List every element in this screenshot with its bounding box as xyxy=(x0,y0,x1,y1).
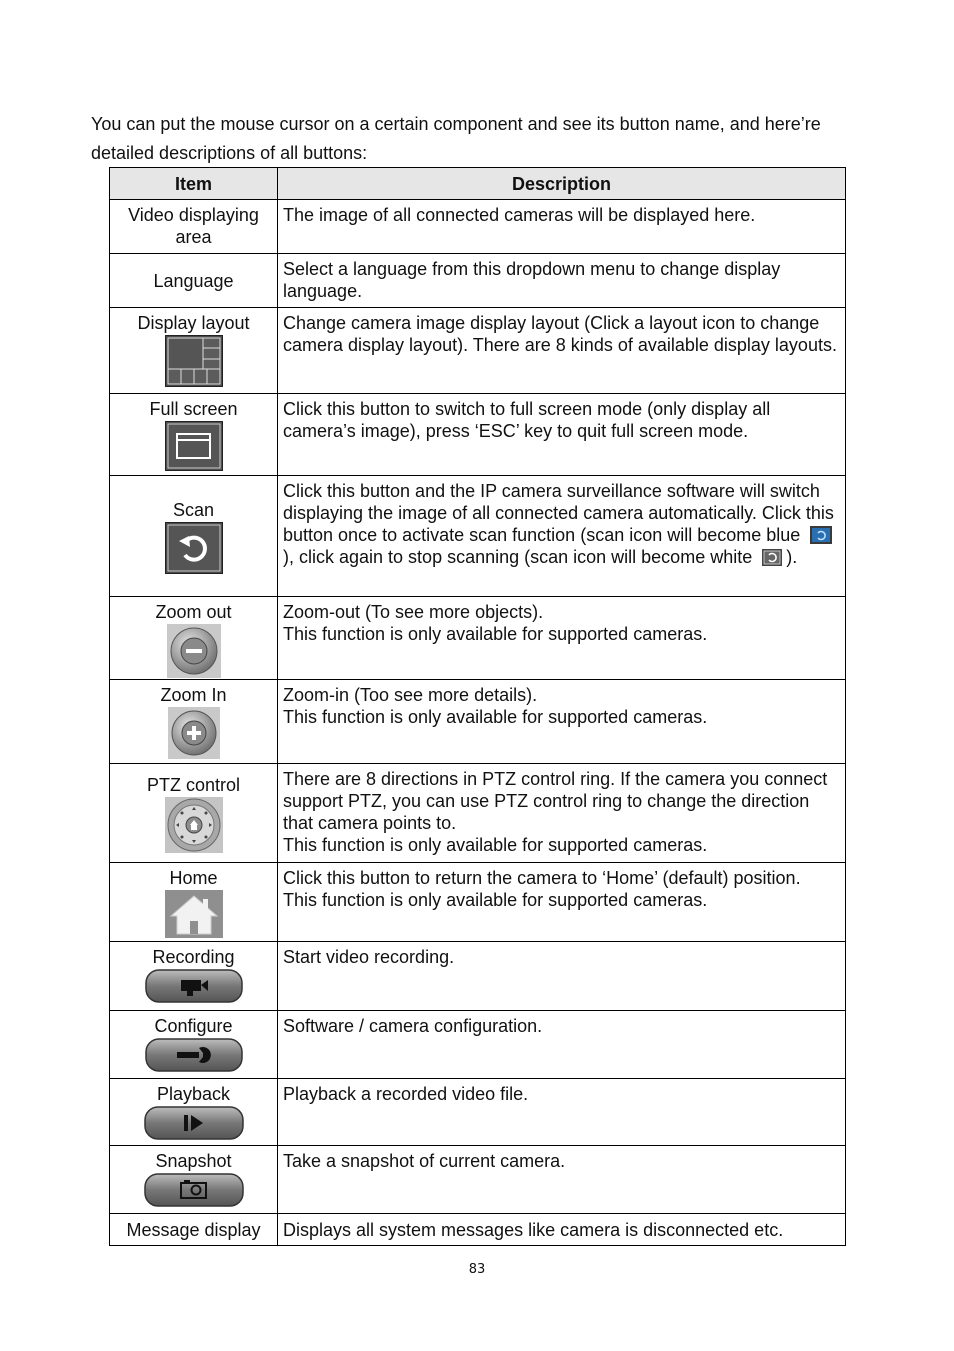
item-label: Message display xyxy=(126,1219,261,1240)
description-text: Select a language from this dropdown menu to change display language. xyxy=(283,259,781,301)
table-row xyxy=(110,764,846,863)
table-row xyxy=(110,1146,846,1214)
description-cell xyxy=(278,1011,846,1079)
item-cell xyxy=(110,942,278,1011)
description-text: There are 8 directions in PTZ control ring. If the camera you connect support PTZ, you can use PTZ control ring to change the direction that camera points to. xyxy=(283,769,828,833)
item-label: Recording xyxy=(152,947,235,967)
scan-white-icon xyxy=(762,549,782,566)
item-label: Configure xyxy=(154,1016,233,1036)
description-text: Zoom-in (Too see more details). xyxy=(283,685,538,705)
item-cell xyxy=(110,764,278,863)
description-cell xyxy=(278,308,846,394)
description-text: Take a snapshot of current camera. xyxy=(283,1151,566,1171)
item-label: Zoom out xyxy=(155,602,232,622)
full-screen-icon xyxy=(165,421,223,471)
table-row xyxy=(110,1214,846,1246)
description-cell xyxy=(278,597,846,680)
description-text: ). xyxy=(786,547,798,567)
configure-icon xyxy=(145,1038,243,1072)
header-description: Description xyxy=(278,168,846,200)
ptz-control-icon xyxy=(165,797,223,853)
table-row xyxy=(110,1079,846,1146)
scan-blue-icon xyxy=(810,526,832,544)
header-item: Item xyxy=(110,168,278,200)
description-text: This function is only available for supported cameras. xyxy=(283,707,708,727)
description-text: Start video recording. xyxy=(283,947,455,967)
snapshot-icon xyxy=(144,1173,244,1207)
page-number: 83 xyxy=(468,1262,486,1277)
description-text: Click this button to return the camera to ‘Home’ (default) position. xyxy=(283,868,801,888)
intro-paragraph: You can put the mouse cursor on a certain component and see its button name, and here’re detailed descriptions of all buttons: xyxy=(91,114,821,163)
description-cell xyxy=(278,1079,846,1146)
recording-icon xyxy=(145,969,243,1003)
item-label: Zoom In xyxy=(160,685,227,705)
description-text: This function is only available for supported cameras. xyxy=(283,624,708,644)
item-cell xyxy=(110,308,278,394)
zoom-out-icon xyxy=(167,624,221,678)
description-cell xyxy=(278,863,846,942)
item-label: Playback xyxy=(156,1084,231,1104)
display-layout-icon xyxy=(165,335,223,387)
button-description-table xyxy=(109,167,846,1246)
description-cell xyxy=(278,764,846,863)
description-text: Playback a recorded video file. xyxy=(283,1084,529,1104)
item-label: Language xyxy=(153,270,234,291)
description-cell xyxy=(278,942,846,1011)
description-text: Click this button to switch to full screen mode (only display all camera’s image), press ‘ESC’ key to quit full screen mode. xyxy=(283,399,771,441)
item-label: PTZ control xyxy=(146,774,241,795)
description-text: Software / camera configuration. xyxy=(283,1016,543,1036)
table-row xyxy=(110,863,846,942)
item-cell xyxy=(110,1079,278,1146)
description-cell xyxy=(278,680,846,764)
description-text: Click this button and the IP camera surveillance software will switch displaying the image of all connected camera automatically. Click this button once to activate scan function (scan icon will become blue xyxy=(283,481,834,545)
description-text: This function is only available for supported cameras. xyxy=(283,835,708,855)
item-label: Home xyxy=(169,868,218,888)
item-cell xyxy=(110,863,278,942)
item-label: Scan xyxy=(172,499,215,520)
home-icon xyxy=(165,890,223,938)
description-cell xyxy=(278,394,846,476)
item-cell xyxy=(110,1146,278,1214)
scan-icon xyxy=(165,522,223,574)
table-row xyxy=(110,394,846,476)
playback-icon xyxy=(144,1106,244,1140)
item-cell xyxy=(110,597,278,680)
item-cell xyxy=(110,394,278,476)
item-label: Display layout xyxy=(137,313,250,333)
item-label: Snapshot xyxy=(155,1151,232,1171)
table-header-row xyxy=(110,168,846,200)
item-cell xyxy=(110,1011,278,1079)
description-text: ), click again to stop scanning (scan icon will become white xyxy=(283,547,753,567)
description-text: This function is only available for supported cameras. xyxy=(283,890,708,910)
item-cell xyxy=(110,476,278,597)
item-label: Full screen xyxy=(149,399,238,419)
description-text: Displays all system messages like camera is disconnected etc. xyxy=(283,1219,784,1240)
description-cell xyxy=(278,1146,846,1214)
table-row xyxy=(110,1011,846,1079)
table-row xyxy=(110,942,846,1011)
description-text: Zoom-out (To see more objects). xyxy=(283,602,544,622)
description-text: Change camera image display layout (Click a layout icon to change camera display layout). There are 8 kinds of available display layouts. xyxy=(283,313,837,355)
table-row xyxy=(110,597,846,680)
item-label: Video displaying area xyxy=(128,205,259,247)
description-cell xyxy=(278,200,846,254)
table-row xyxy=(110,308,846,394)
table-row xyxy=(110,254,846,308)
description-cell xyxy=(278,254,846,308)
description-text: The image of all connected cameras will be displayed here. xyxy=(283,205,756,225)
item-cell xyxy=(110,254,278,308)
description-cell xyxy=(278,1214,846,1246)
zoom-in-icon xyxy=(168,707,220,759)
description-cell xyxy=(278,476,846,597)
item-cell xyxy=(110,200,278,254)
item-cell xyxy=(110,1214,278,1246)
item-cell xyxy=(110,680,278,764)
table-row xyxy=(110,200,846,254)
table-row xyxy=(110,476,846,597)
table-row xyxy=(110,680,846,764)
